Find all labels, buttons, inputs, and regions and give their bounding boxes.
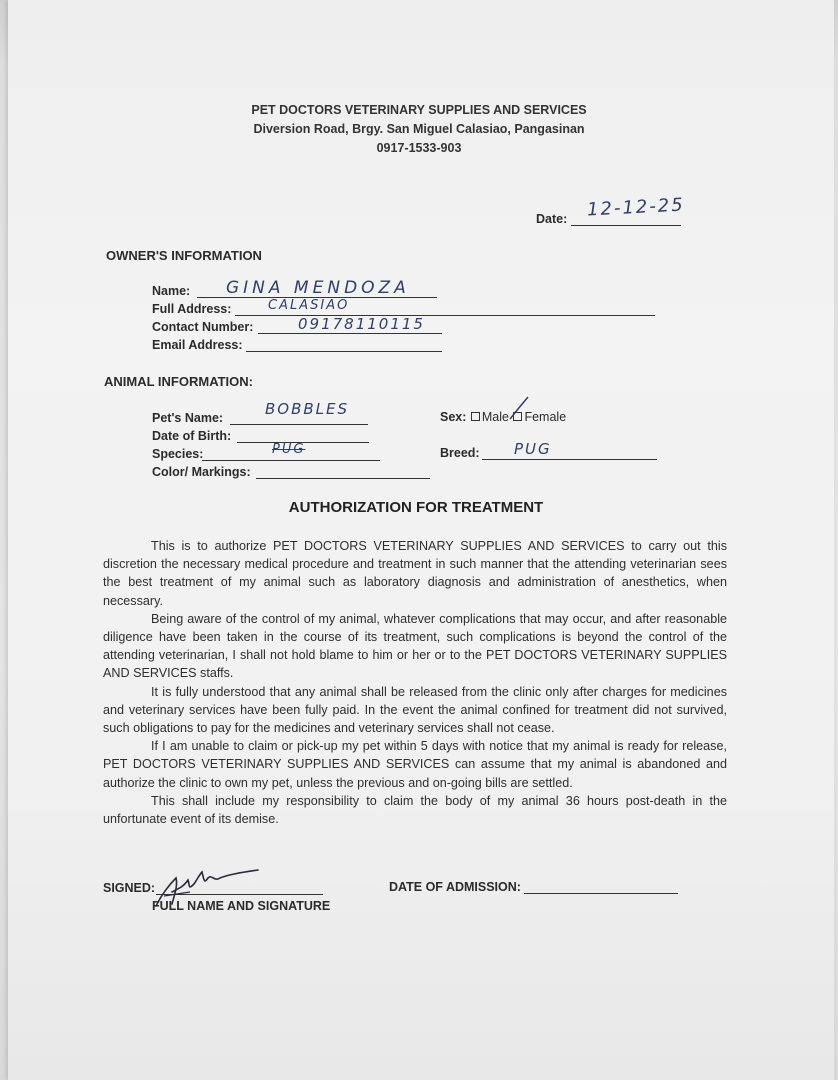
breed-line — [482, 459, 657, 460]
owner-contact-value[interactable]: 09178110115 — [298, 315, 425, 333]
authorization-paragraph-5: This shall include my responsibility to claim the body of my animal 36 hours post-death in the unfortunate event of its demise. — [103, 793, 727, 827]
signature-caption: FULL NAME AND SIGNATURE — [152, 899, 331, 913]
authorization-title: AUTHORIZATION FOR TREATMENT — [288, 499, 544, 516]
owner-section-title: OWNER'S INFORMATION — [106, 248, 262, 263]
male-checkbox[interactable] — [471, 412, 480, 421]
authorization-paragraph-2: Being aware of the control of my animal, whatever complications that may occur, and after reasonable diligence have been taken in the course of its treatment, such complications is beyond the control of the attending veterinarian, I shall not hold blame to him or her or to the PET DOCTORS VETERINARY SUPPLIES AND SERVICES staffs. — [103, 611, 727, 681]
authorization-paragraph-4: If I am unable to claim or pick-up my pet within 5 days with notice that my animal is ready for release, PET DOCTORS VETERINARY SUPPLIES AND SERVICES can assume that my animal is abandoned and authorize the clinic to own my pet, unless the previous and on-going bills are settled. — [103, 739, 727, 790]
breed-value[interactable]: PUG — [514, 440, 552, 458]
color-line — [256, 478, 430, 479]
owner-name-label: Name: — [152, 284, 191, 298]
owner-contact-line — [258, 333, 442, 334]
species-line — [202, 460, 380, 461]
male-label: Male — [481, 410, 509, 424]
clinic-address: Diversion Road, Brgy. San Miguel Calasiao, Pangasinan — [253, 122, 585, 136]
owner-email-label: Email Address: — [152, 338, 243, 352]
sex-label: Sex: — [440, 410, 467, 424]
pet-name-line — [230, 424, 368, 425]
sex-field — [440, 410, 566, 424]
date-line — [571, 225, 681, 226]
species-value[interactable]: PUG — [272, 442, 306, 457]
admission-label: DATE OF ADMISSION: — [389, 880, 521, 894]
authorization-body — [103, 537, 727, 828]
owner-email-line — [246, 351, 442, 352]
dob-label: Date of Birth: — [152, 429, 232, 443]
authorization-paragraph-1: This is to authorize PET DOCTORS VETERINARY SUPPLIES AND SERVICES to carry out this discretion the necessary medical procedure and treatment in such manner that the attending veterinarian sees the best treatment of my animal such as laboratory diagnosis and administration of anesthetics, when necessary. — [103, 539, 727, 608]
color-label: Color/ Markings: — [152, 465, 251, 479]
clinic-phone: 0917-1533-903 — [376, 141, 462, 155]
owner-address-label: Full Address: — [152, 302, 232, 316]
owner-name-value[interactable]: GINA MENDOZA — [226, 278, 410, 298]
female-label: Female — [524, 410, 567, 424]
pet-name-label: Pet's Name: — [152, 411, 224, 425]
female-check-mark-icon — [508, 395, 530, 423]
animal-section-title: ANIMAL INFORMATION: — [104, 374, 253, 389]
breed-label: Breed: — [440, 446, 480, 460]
date-label: Date: — [536, 212, 568, 226]
pet-name-value[interactable]: BOBBLES — [265, 400, 350, 418]
clinic-name: PET DOCTORS VETERINARY SUPPLIES AND SERVICES — [251, 103, 587, 117]
species-label: Species: — [152, 447, 204, 461]
admission-line — [524, 893, 678, 894]
date-value[interactable]: 12-12-25 — [586, 194, 686, 221]
owner-address-value[interactable]: CALASIAO — [268, 298, 350, 313]
owner-contact-label: Contact Number: — [152, 320, 254, 334]
signed-label: SIGNED: — [103, 881, 156, 895]
authorization-paragraph-3: It is fully understood that any animal shall be released from the clinic only after charges for medicines and veterinary services have been fully paid. In the event the animal confined for treatment did not survived, such obligations to pay for the medicines and veterinary services shall not cease. — [103, 684, 727, 736]
